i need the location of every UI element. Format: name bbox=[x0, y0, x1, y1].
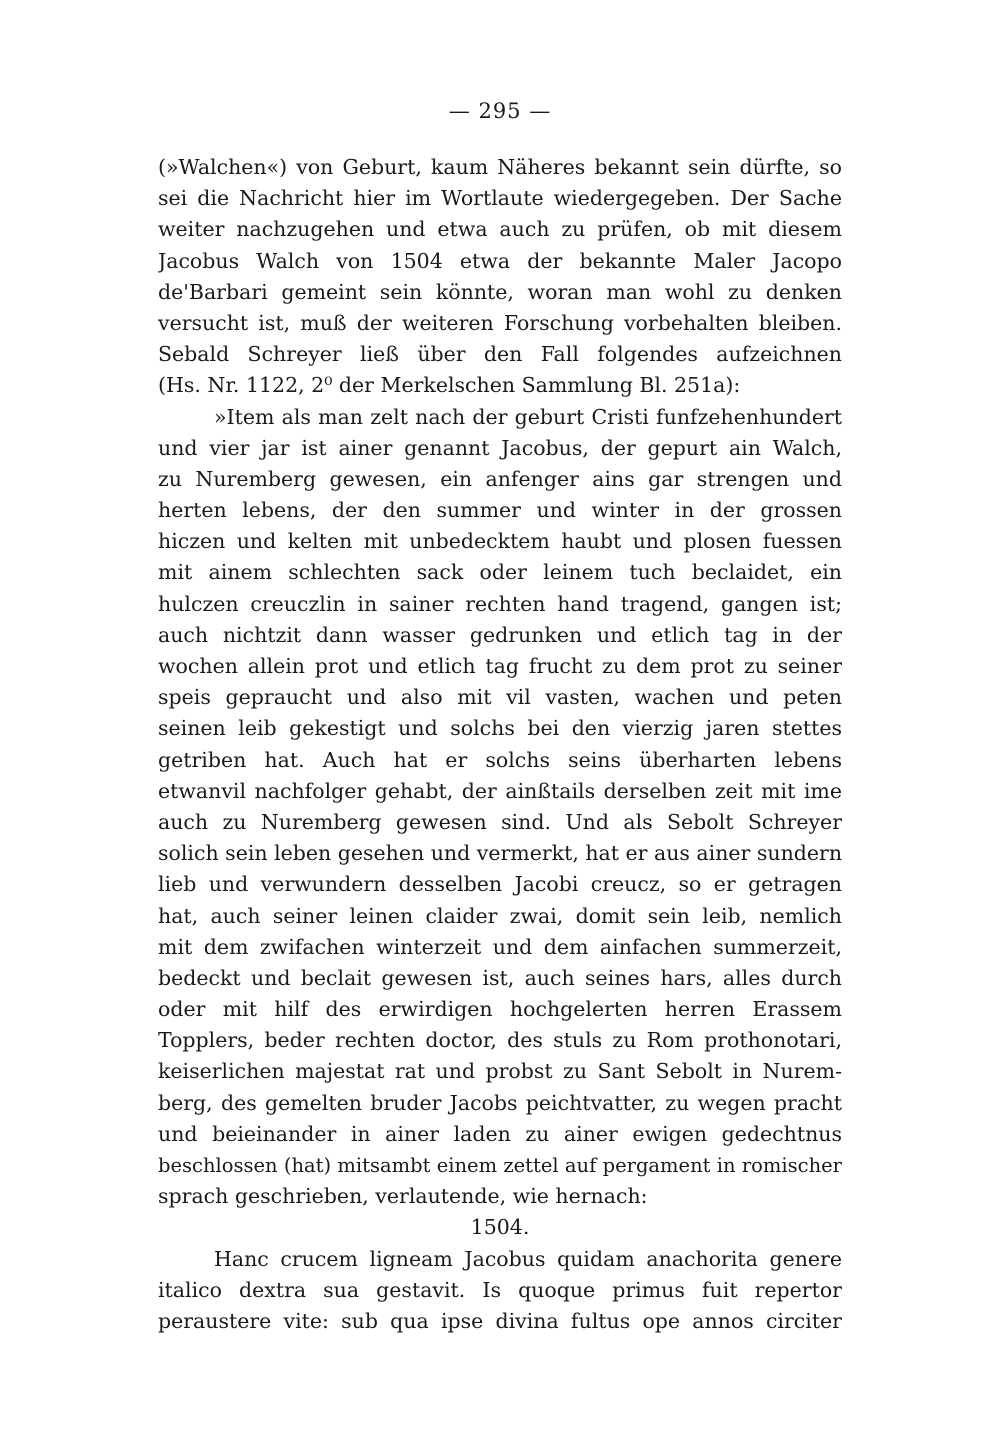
text-line: de'Barbari gemeint sein könnte, woran man wohl zu denken bbox=[158, 279, 842, 304]
text-line: seinen leib gekestigt und solchs bei den vierzig jaren stettes bbox=[158, 716, 842, 741]
text-line: italico dextra sua gestavit. Is quoque primus fuit repertor bbox=[158, 1277, 842, 1302]
text-line: lieb und verwundern desselben Jacobi creucz, so er getragen bbox=[158, 872, 842, 897]
text-line: peraustere vite: sub qua ipse divina fultus ope annos circiter bbox=[158, 1308, 842, 1333]
text-line: weiter nachzugehen und etwa auch zu prüfen, ob mit diesem bbox=[158, 217, 842, 242]
text-line: zu Nuremberg gewesen, ein anfenger ains gar strengen und bbox=[158, 466, 842, 491]
text-line: solich sein leben gesehen und vermerkt, hat er aus ainer sundern bbox=[158, 841, 842, 866]
text-line: hulczen creuczlin in sainer rechten hand tragend, gangen ist; bbox=[158, 591, 842, 616]
text-line: getriben hat. Auch hat er solchs seins überharten lebens bbox=[158, 747, 842, 772]
text-line: berg, des gemelten bruder Jacobs peichtvatter, zu wegen pracht bbox=[158, 1090, 842, 1115]
text-line: versucht ist, muß der weiteren Forschung vorbehalten bleiben. bbox=[158, 310, 842, 335]
text-line: (Hs. Nr. 1122, 2⁰ der Merkelschen Sammlung Bl. 251a): bbox=[158, 373, 741, 398]
text-line: und beieinander in ainer laden zu ainer ewigen gedechtnus bbox=[158, 1121, 842, 1146]
text-line: sei die Nachricht hier im Wortlaute wiedergegeben. Der Sache bbox=[158, 186, 842, 211]
text-line: (»Walchen«) von Geburt, kaum Näheres bekannt sein dürfte, so bbox=[158, 155, 842, 179]
text-line: mit dem zwifachen winterzeit und dem ainfachen summerzeit, bbox=[158, 934, 842, 959]
text-line: mit ainem schlechten sack oder leinem tuch beclaidet, ein bbox=[158, 560, 842, 585]
text-line: hat, auch seiner leinen claider zwai, domit sein leib, nemlich bbox=[158, 903, 842, 928]
text-line: Sebald Schreyer ließ über den Fall folgendes aufzeichnen bbox=[158, 342, 842, 367]
text-line: keiserlichen majestat rat und probst zu Sant Sebolt in Nurem- bbox=[158, 1059, 842, 1084]
latin-start-line: Hanc crucem ligneam Jacobus quidam anachorita genere bbox=[214, 1246, 842, 1271]
text-line: und vier jar ist ainer genannt Jacobus, der gepurt ain Walch, bbox=[158, 435, 842, 460]
text-line: oder mit hilf des erwirdigen hochgelerten herren Erassem bbox=[158, 997, 842, 1022]
text-line: wochen allein prot und etlich tag frucht zu dem prot zu seiner bbox=[158, 654, 842, 678]
body-text bbox=[158, 152, 842, 1337]
text-line: speis gepraucht und also mit vil vasten, wachen und peten bbox=[158, 685, 842, 710]
text-line: beschlossen (hat) mitsambt einem zettel auf pergament in romischer bbox=[158, 1154, 842, 1177]
text-line: sprach geschrieben, verlautende, wie hernach: bbox=[158, 1184, 648, 1209]
text-line: Jacobus Walch von 1504 etwa der bekannte Maler Jacopo bbox=[158, 248, 842, 273]
page-number: — 295 — bbox=[448, 99, 552, 123]
quote-start-line: »Item als man zelt nach der geburt Cristi funfzehenhundert bbox=[214, 404, 842, 429]
text-line: etwanvil nachfolger gehabt, der ainßtails derselben zeit mit ime bbox=[158, 778, 842, 803]
text-line: bedeckt und beclait gewesen ist, auch seines hars, alles durch bbox=[158, 965, 842, 990]
text-line: hiczen und kelten mit unbedecktem haubt und plosen fuessen bbox=[158, 529, 842, 554]
year-heading: 1504. bbox=[470, 1215, 530, 1240]
text-line: auch nichtzit dann wasser gedrunken und etlich tag in der bbox=[158, 622, 842, 647]
text-line: herten lebens, der den summer und winter in der grossen bbox=[158, 498, 842, 523]
text-line: auch zu Nuremberg gewesen sind. Und als Sebolt Schreyer bbox=[158, 809, 842, 834]
text-line: Topplers, beder rechten doctor, des stuls zu Rom prothonotari, bbox=[158, 1028, 842, 1053]
